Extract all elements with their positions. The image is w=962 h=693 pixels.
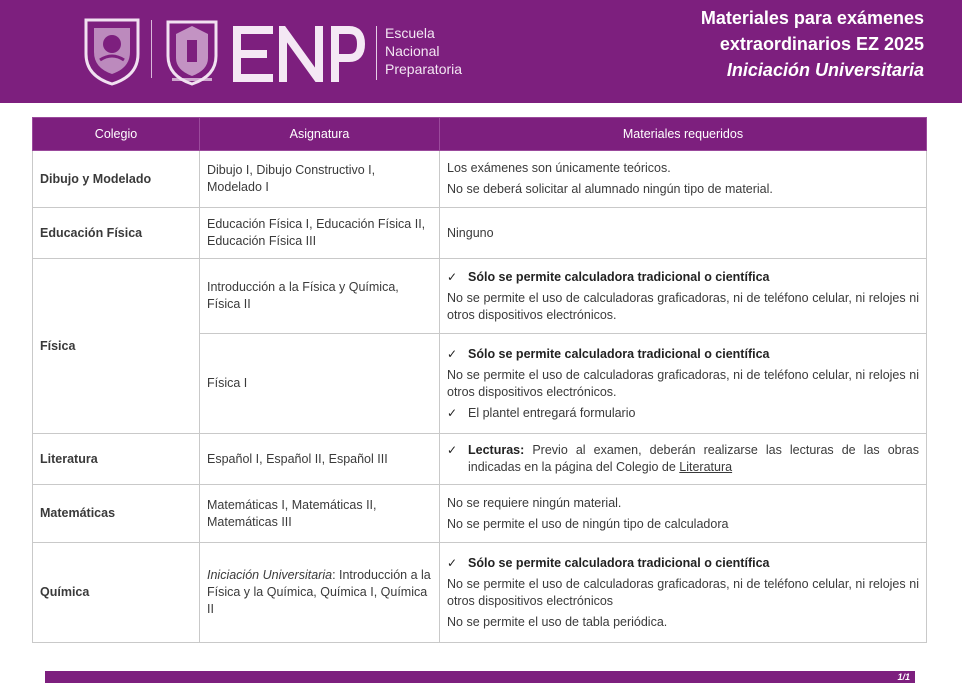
page-number: 1/1 [897,672,910,682]
cell-asignatura: Educación Física I, Educación Física II, Educación Física III [200,208,440,259]
cell-materiales: Ninguno [440,208,927,259]
cell-materiales: Los exámenes son únicamente teóricos. No se deberá solicitar al alumnado ningún tipo de material. [440,151,927,208]
cell-colegio: Literatura [33,434,200,485]
materials-table [32,117,927,643]
enp-logo-icon [233,26,367,82]
cell-asignatura: Dibujo I, Dibujo Constructivo I, Modelado I [200,151,440,208]
table-row [33,151,927,208]
table-row [33,434,927,485]
cell-colegio: Dibujo y Modelado [33,151,200,208]
cell-colegio: Educación Física [33,208,200,259]
cell-asignatura: Iniciación Universitaria: Introducción a la Física y la Química, Química I, Química II [200,543,440,643]
checkmark-icon: ✓ [447,405,458,420]
cell-materiales: ✓ Sólo se permite calculadora tradicional o científica No se permite el uso de calculadoras graficadoras, ni de teléfono celular, ni relojes ni otros dispositivos electrónicos. [440,259,927,334]
checkmark-icon: ✓ [447,346,458,361]
table-row [33,208,927,259]
page-title [701,5,924,83]
checkmark-icon: ✓ [447,555,458,570]
cell-materiales: ✓ Lecturas: Previo al examen, deberán realizarse las lecturas de las obras indicadas en la página del Colegio de Literatura [440,434,927,485]
cell-colegio: Física [33,259,200,434]
table-header-row [33,118,927,151]
literatura-link[interactable]: Literatura [679,460,733,474]
checkmark-icon: ✓ [447,269,458,284]
cell-materiales: ✓ Sólo se permite calculadora tradicional o científica No se permite el uso de calculadoras graficadoras, ni de teléfono celular, ni relojes ni otros dispositivos electrónicos. ✓ El plantel entregará formulario [440,334,927,434]
school-name: Escuela Nacional Preparatoria [385,25,463,77]
footer-bar [45,671,915,683]
checkmark-icon: ✓ [447,443,458,457]
table-row [33,259,927,334]
cell-materiales: No se requiere ningún material. No se permite el uso de ningún tipo de calculadora [440,485,927,543]
unam-seal-icon [80,14,144,86]
cell-asignatura: Introducción a la Física y Química, Física II [200,259,440,334]
title-line-2: extraordinarios EZ 2025 [719,34,924,54]
cell-colegio: Matemáticas [33,485,200,543]
cell-asignatura: Español I, Español II, Español III [200,434,440,485]
header-colegio: Colegio [33,118,200,151]
page-header [0,0,962,103]
cell-asignatura: Matemáticas I, Matemáticas II, Matemáticas III [200,485,440,543]
cell-colegio: Química [33,543,200,643]
table-row [33,485,927,543]
title-line-3: Iniciación Universitaria [726,60,924,80]
title-line-1: Materiales para exámenes [700,8,924,28]
cell-asignatura: Física I [200,334,440,434]
header-materiales: Materiales requeridos [440,118,927,151]
table-row [33,543,927,643]
enp-divider [376,26,377,80]
enp-seal-icon [160,14,224,86]
logo-divider [151,20,152,78]
header-asignatura: Asignatura [200,118,440,151]
cell-materiales: ✓ Sólo se permite calculadora tradicional o científica No se permite el uso de calculadoras graficadoras, ni de teléfono celular, ni relojes ni otros dispositivos electrónicos No se permite el uso de tabla periódica. [440,543,927,643]
